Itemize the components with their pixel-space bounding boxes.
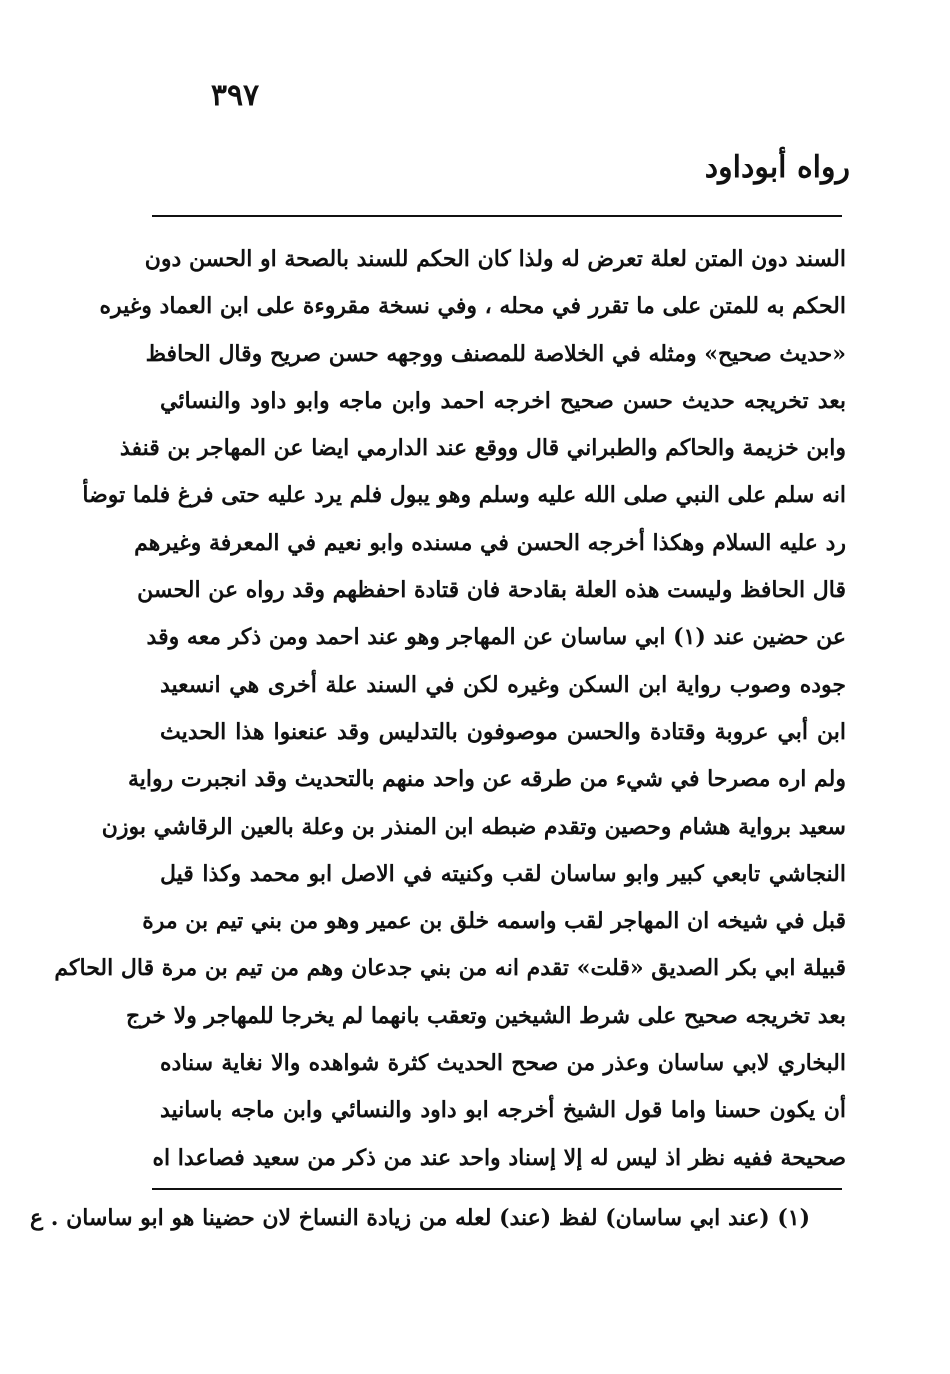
text-line: قبيلة ابي بكر الصديق «قلت» تقدم انه من بني جدعان وهم من تيم بن مرة قال الحاكم bbox=[54, 955, 846, 982]
text-line: سعيد برواية هشام وحصين وتقدم ضبطه ابن المنذر بن وعلة بالعين الرقاشي بوزن bbox=[101, 813, 846, 840]
text-line: «حديث صحيح» ومثله في الخلاصة للمصنف ووجهه حسن صريح وقال الحافظ bbox=[145, 340, 846, 367]
text-line: بعد تخريجه حديث حسن صحيح اخرجه احمد وابن ماجه وابو داود والنسائي bbox=[160, 387, 846, 414]
text-line: صحيحة ففيه نظر اذ ليس له إلا إسناد واحد عند من ذكر من سعيد فصاعدا اه bbox=[152, 1144, 846, 1171]
page-number: ٣٩٧ bbox=[210, 78, 260, 113]
text-line: السند دون المتن لعلة تعرض له ولذا كان الحكم للسند بالصحة او الحسن دون bbox=[144, 246, 846, 272]
text-line: رد عليه السلام وهكذا أخرجه الحسن في مسنده وابو نعيم في المعرفة وغيرهم bbox=[134, 529, 846, 556]
text-line: جوده وصوب رواية ابن السكن وغيره لكن في السند علة أخرى هي انسعيد bbox=[160, 671, 846, 698]
text-line: قال الحافظ وليست هذه العلة بقادحة فان قتادة احفظهم وقد رواه عن الحسن bbox=[137, 577, 846, 604]
text-line: النجاشي تابعي كبير وابو ساسان لقب وكنيته في الاصل ابو محمد وكذا قيل bbox=[160, 860, 846, 887]
text-line: البخاري لابي ساسان وعذر من صحح الحديث كثرة شواهده والا نغاية سناده bbox=[160, 1050, 846, 1077]
header-rule bbox=[152, 215, 842, 217]
text-line: انه سلم على النبي صلى الله عليه وسلم وهو يبول فلم يرد عليه حتى فرغ فلما توضأ bbox=[82, 482, 846, 509]
footnote: (١) (عند ابي ساسان) لفظ (عند) لعله من زيادة النساخ لان حضينا هو ابو ساسان . ع bbox=[29, 1205, 810, 1231]
text-line: بعد تخريجه صحيح على شرط الشيخين وتعقب بانهما لم يخرجا للمهاجر ولا خرج bbox=[126, 1002, 846, 1029]
text-line: ابن أبي عروبة وقتادة والحسن موصوفون بالتدليس وقد عنعنوا هذا الحديث bbox=[160, 718, 846, 745]
text-line: وابن خزيمة والحاكم والطبراني قال ووقع عند الدارمي ايضا عن المهاجر بن قنفذ bbox=[119, 435, 846, 462]
text-line: عن حضين عند (١) ابي ساسان عن المهاجر وهو عند احمد ومن ذكر معه وقد bbox=[146, 624, 846, 651]
text-line: الحكم به للمتن على ما تقرر في محله ، وفي نسخة مقروءة على ابن العماد وغيره bbox=[99, 293, 846, 320]
main-text bbox=[54, 236, 846, 1182]
text-line: قبل في شيخه ان المهاجر لقب واسمه خلق بن عمير وهو من بني تيم بن مرة bbox=[142, 908, 846, 935]
text-line: أن يكون حسنا واما قول الشيخ أخرجه ابو داود والنسائي وابن ماجه باسانيد bbox=[160, 1097, 846, 1124]
section-heading: رواه أبوداود bbox=[704, 150, 850, 185]
text-line: ولم اره مصرحا في شيء من طرقه عن واحد منهم بالتحديث وقد انجبرت رواية bbox=[127, 766, 846, 793]
footnote-rule bbox=[152, 1188, 842, 1190]
